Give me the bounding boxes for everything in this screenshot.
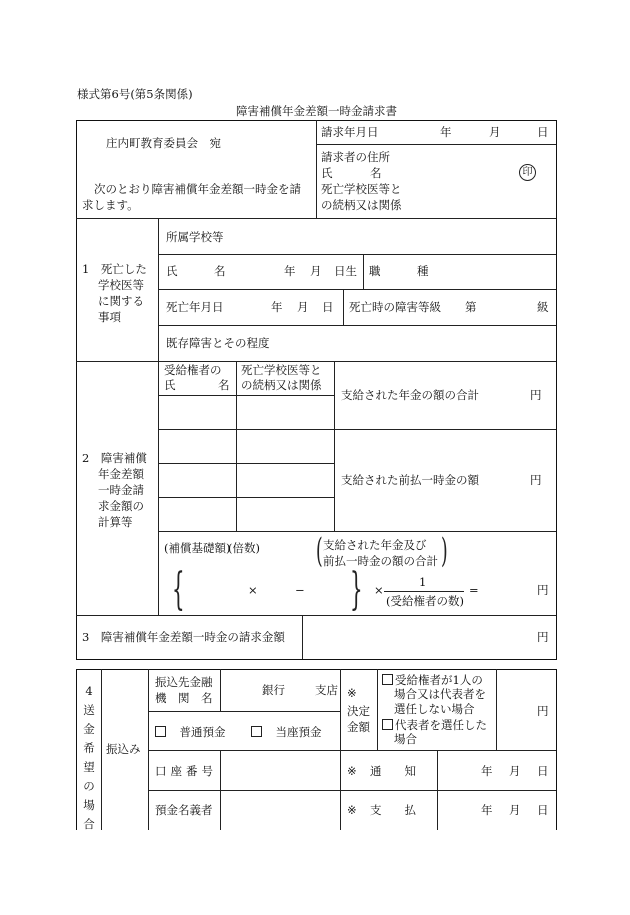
current-deposit-label: 当座預金 bbox=[275, 725, 322, 739]
payment-label: 支 払 bbox=[370, 803, 416, 817]
date-year: 年 bbox=[440, 125, 452, 139]
bank-label-2: 機 関 名 bbox=[155, 691, 213, 705]
deceased-name-label-1: 氏 bbox=[166, 264, 178, 278]
death-month: 月 bbox=[297, 300, 309, 314]
payment-day: 日 bbox=[537, 803, 549, 817]
ordinary-checkbox[interactable] bbox=[155, 726, 166, 737]
name-label-2: 名 bbox=[370, 166, 382, 180]
times-sign-2: × bbox=[374, 583, 384, 597]
option-representative[interactable] bbox=[382, 719, 487, 732]
birth-month: 月 bbox=[310, 264, 322, 278]
existing-disability-label: 既存障害とその程度 bbox=[166, 336, 270, 350]
representative-checkbox[interactable] bbox=[382, 719, 393, 730]
notice-label: 通 知 bbox=[370, 764, 416, 778]
account-number-label: 口座番号 bbox=[155, 764, 217, 778]
brace-left-icon: { bbox=[172, 564, 185, 615]
option1-line2: 場合又は代表者を bbox=[394, 687, 486, 701]
payment-year: 年 bbox=[481, 803, 493, 817]
section4-label-c7: 合 bbox=[83, 817, 95, 831]
pension-total-yen: 円 bbox=[530, 388, 542, 402]
multiplier-label: (倍数) bbox=[228, 541, 260, 555]
section4-label-num: 4 bbox=[85, 684, 93, 698]
payment-month: 月 bbox=[509, 803, 521, 817]
addressee: 庄内町教育委員会 宛 bbox=[106, 136, 221, 150]
job-label-1: 職 bbox=[369, 264, 381, 278]
recipient-name-header-2a: 氏 bbox=[164, 378, 176, 392]
advance-total-yen: 円 bbox=[530, 473, 542, 487]
section4-label-c1: 送 bbox=[83, 703, 95, 717]
branch-suffix: 支店 bbox=[315, 683, 338, 697]
section4-label bbox=[82, 682, 96, 834]
base-amount-label: (補償基礎額) bbox=[164, 541, 231, 555]
transfer-label: 振込み bbox=[106, 742, 141, 756]
section1-label-1: 1 死亡した bbox=[82, 262, 147, 276]
fraction-bar bbox=[384, 591, 464, 592]
single-recipient-checkbox[interactable] bbox=[382, 674, 393, 685]
payment-mark: ※ bbox=[347, 803, 357, 817]
section2-label-4: 求金額の bbox=[98, 499, 144, 513]
notice-year: 年 bbox=[481, 764, 493, 778]
grade-suffix: 級 bbox=[537, 300, 549, 314]
form-number: 様式第6号(第5条関係) bbox=[77, 87, 193, 101]
section2-label-5: 計算等 bbox=[98, 515, 133, 529]
paid-total-label: 支給された年金及び bbox=[323, 538, 427, 552]
option1-line1: 受給権者が1人の bbox=[395, 673, 483, 687]
times-sign: × bbox=[248, 583, 258, 597]
bank-suffix: 銀行 bbox=[262, 683, 285, 697]
decision-label-1: 決定 bbox=[347, 704, 370, 718]
current-checkbox[interactable] bbox=[251, 726, 262, 737]
address-label: 請求者の住所 bbox=[321, 150, 390, 164]
advance-total-label: 支給された前払一時金の額 bbox=[341, 473, 479, 487]
recipient-name-header: 受給権者の bbox=[164, 363, 222, 377]
section3-yen: 円 bbox=[537, 630, 549, 644]
recipient-relation-header-2: の続柄又は関係 bbox=[241, 378, 322, 392]
relation-label: 死亡学校医等と bbox=[321, 182, 402, 196]
formula-yen: 円 bbox=[537, 583, 549, 597]
death-year: 年 bbox=[271, 300, 283, 314]
option2-line2: 場合 bbox=[394, 732, 417, 746]
section1-label-2: 学校医等 bbox=[98, 278, 144, 292]
section4-label-c2: 金 bbox=[83, 722, 95, 736]
notice-month: 月 bbox=[509, 764, 521, 778]
request-statement: 次のとおり障害補償年金差額一時金を請 bbox=[94, 182, 301, 196]
recipient-name-header-2b: 名 bbox=[218, 378, 230, 392]
death-date-label: 死亡年月日 bbox=[166, 300, 224, 314]
notice-day: 日 bbox=[537, 764, 549, 778]
option-single-recipient[interactable] bbox=[382, 674, 483, 687]
account-holder-label: 預金名義者 bbox=[155, 803, 213, 817]
section1-label-4: 事項 bbox=[98, 310, 121, 324]
name-label-1: 氏 bbox=[321, 166, 333, 180]
option1-line3: 選任しない場合 bbox=[394, 702, 475, 716]
decision-mark: ※ bbox=[347, 686, 357, 700]
paren-right-icon: ) bbox=[441, 531, 448, 571]
decision-label-2: 金額 bbox=[347, 720, 370, 734]
ordinary-deposit-option[interactable] bbox=[155, 726, 226, 739]
grade-prefix: 第 bbox=[465, 300, 477, 314]
minus-sign: − bbox=[295, 583, 305, 597]
request-date-label: 請求年月日 bbox=[321, 125, 379, 139]
equals-sign: = bbox=[469, 583, 479, 597]
date-month: 月 bbox=[489, 125, 501, 139]
section4-label-c3: 希 bbox=[83, 741, 95, 755]
paren-left-icon: ( bbox=[316, 531, 323, 571]
ordinary-deposit-label: 普通預金 bbox=[179, 725, 226, 739]
school-label: 所属学校等 bbox=[166, 230, 224, 244]
recipient-relation-header: 死亡学校医等と bbox=[241, 363, 322, 377]
deceased-name-label-2: 名 bbox=[214, 264, 226, 278]
date-day: 日 bbox=[537, 125, 549, 139]
section2-label-3: 一時金請 bbox=[98, 483, 144, 497]
fraction-numerator: 1 bbox=[419, 575, 427, 589]
form-title: 障害補償年金差額一時金請求書 bbox=[236, 104, 397, 118]
pension-total-label: 支給された年金の額の合計 bbox=[341, 388, 479, 402]
section2-label-2: 年金差額 bbox=[98, 467, 144, 481]
relation-label-2: の続柄又は関係 bbox=[321, 198, 402, 212]
fraction-denominator: (受給権者の数) bbox=[386, 594, 464, 608]
notice-mark: ※ bbox=[347, 764, 357, 778]
section4-label-c4: 望 bbox=[83, 760, 95, 774]
section1-label-3: に関する bbox=[98, 294, 144, 308]
seal-mark-icon: 印 bbox=[519, 164, 536, 181]
section2-label-1: 2 障害補償 bbox=[82, 451, 147, 465]
death-day: 日 bbox=[322, 300, 334, 314]
brace-right-icon: } bbox=[350, 564, 363, 615]
request-statement-2: 求します。 bbox=[82, 198, 139, 212]
job-label-2: 種 bbox=[417, 264, 429, 278]
birth-day: 日生 bbox=[334, 264, 357, 278]
decision-yen: 円 bbox=[537, 704, 549, 718]
current-deposit-option[interactable] bbox=[251, 726, 322, 739]
section4-label-c6: 場 bbox=[83, 798, 95, 812]
option2-line1: 代表者を選任した bbox=[395, 718, 487, 732]
birth-year: 年 bbox=[284, 264, 296, 278]
section4-label-c5: の bbox=[83, 779, 95, 793]
grade-label: 死亡時の障害等級 bbox=[349, 300, 441, 314]
section3-label: 3 障害補償年金差額一時金の請求金額 bbox=[82, 630, 285, 644]
paid-total-label-2: 前払一時金の額の合計 bbox=[323, 554, 438, 568]
bank-label-1: 振込先金融 bbox=[155, 675, 213, 689]
